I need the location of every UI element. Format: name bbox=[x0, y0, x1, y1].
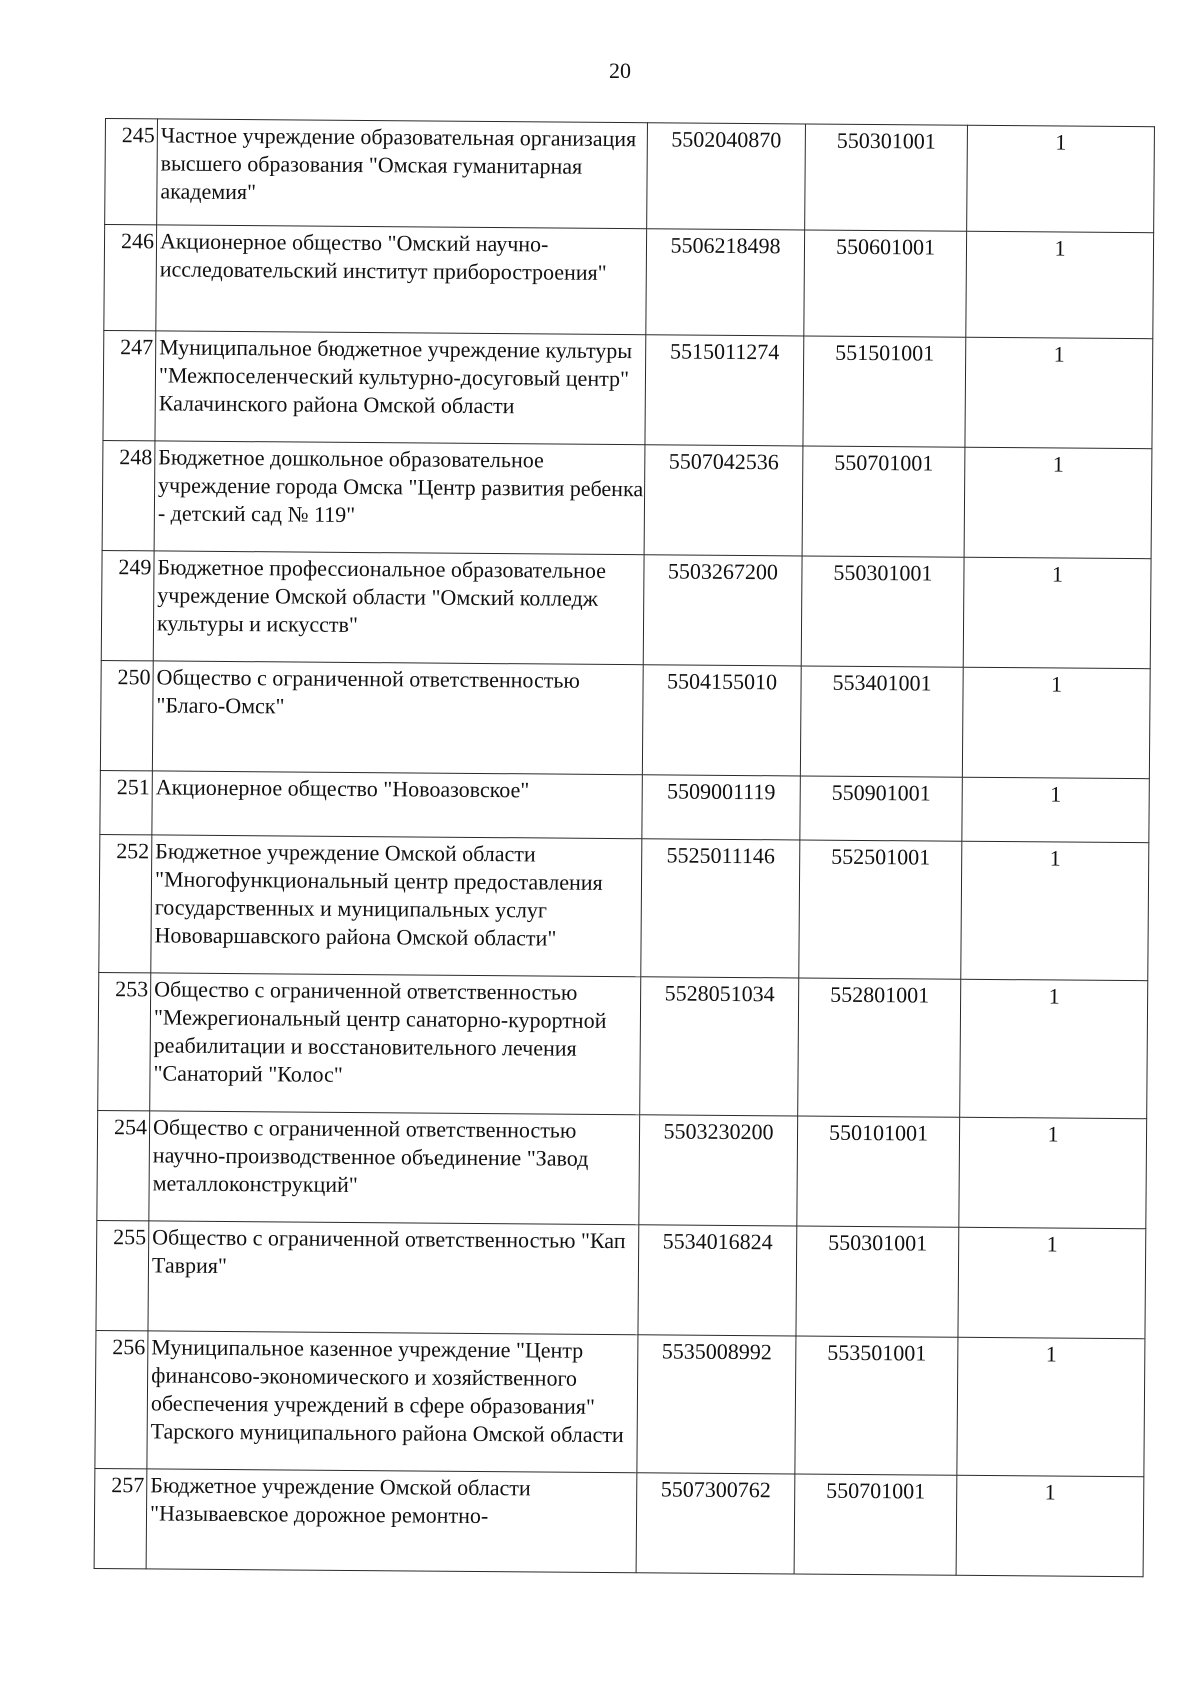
organization-name: Акционерное общество "Омский научно-исследовательский институт приборостроения" bbox=[156, 225, 647, 335]
table-row bbox=[96, 1220, 1146, 1338]
row-number: 251 bbox=[100, 770, 153, 834]
row-number: 250 bbox=[100, 660, 153, 770]
kpp-value: 552801001 bbox=[798, 978, 961, 1117]
row-number: 249 bbox=[101, 550, 154, 660]
organization-name: Частное учреждение образовательная организация высшего образования "Омская гуманитарная академия" bbox=[157, 119, 648, 229]
inn-value: 5515011274 bbox=[645, 335, 804, 446]
quantity-value: 1 bbox=[961, 841, 1149, 980]
row-number: 253 bbox=[98, 972, 151, 1110]
kpp-value: 550301001 bbox=[796, 1226, 959, 1337]
quantity-value: 1 bbox=[962, 777, 1149, 842]
kpp-value: 553501001 bbox=[795, 1336, 958, 1475]
table-row bbox=[97, 1110, 1147, 1228]
organization-name: Бюджетное дошкольное образовательное учреждение города Омска "Центр развития ребенка - детский сад № 119" bbox=[154, 441, 645, 555]
row-number: 246 bbox=[104, 225, 157, 331]
table-row bbox=[104, 225, 1154, 339]
quantity-value: 1 bbox=[966, 231, 1154, 338]
row-number: 252 bbox=[99, 834, 152, 972]
kpp-value: 552501001 bbox=[799, 840, 962, 979]
row-number: 247 bbox=[103, 330, 156, 440]
kpp-value: 551501001 bbox=[803, 336, 966, 447]
table-row bbox=[95, 1330, 1145, 1476]
organization-name: Бюджетное профессиональное образовательное учреждение Омской области "Омский колледж культуры и искусств" bbox=[153, 551, 644, 665]
inn-value: 5507042536 bbox=[644, 445, 803, 556]
inn-value: 5509001119 bbox=[642, 775, 800, 840]
organization-name: Общество с ограниченной ответственностью "Благо-Омск" bbox=[152, 661, 643, 775]
kpp-value: 550901001 bbox=[800, 776, 962, 841]
inn-value: 5534016824 bbox=[638, 1225, 797, 1336]
table-row bbox=[100, 770, 1149, 842]
kpp-value: 550701001 bbox=[794, 1474, 957, 1575]
kpp-value: 550601001 bbox=[804, 230, 967, 337]
table-row bbox=[99, 834, 1149, 980]
table-row bbox=[98, 972, 1148, 1118]
organization-name: Муниципальное бюджетное учреждение культуры "Межпоселенческий культурно-досуговый центр" Калачинского района Омской области bbox=[155, 331, 646, 445]
inn-value: 5504155010 bbox=[642, 665, 801, 776]
quantity-value: 1 bbox=[959, 1117, 1147, 1228]
page-number: 20 bbox=[609, 58, 631, 83]
row-number: 248 bbox=[102, 440, 155, 550]
table-row bbox=[100, 660, 1150, 778]
row-number: 254 bbox=[97, 1110, 150, 1220]
quantity-value: 1 bbox=[963, 557, 1151, 668]
organization-name: Акционерное общество "Новоазовское" bbox=[152, 771, 642, 839]
kpp-value: 550301001 bbox=[805, 124, 968, 231]
table-row bbox=[103, 330, 1153, 448]
inn-value: 5535008992 bbox=[637, 1335, 796, 1474]
kpp-value: 553401001 bbox=[800, 666, 963, 777]
organization-name: Общество с ограниченной ответственностью "Межрегиональный центр санаторно-курортной реабилитации и восстановительного лечения "Санаторий "Колос" bbox=[150, 973, 641, 1115]
quantity-value: 1 bbox=[956, 1475, 1144, 1576]
inn-value: 5503230200 bbox=[639, 1115, 798, 1226]
organizations-table bbox=[94, 118, 1155, 1577]
inn-value: 5503267200 bbox=[643, 555, 802, 666]
organization-name: Бюджетное учреждение Омской области "Многофункциональный центр предоставления государственных и муниципальных услуг Нововаршавского района Омской области" bbox=[151, 835, 642, 977]
organization-name: Муниципальное казенное учреждение "Центр финансово-экономического и хозяйственного обеспечения учреждений в сфере образования" Тарского муниципального района Омской области bbox=[147, 1331, 638, 1473]
organization-name: Бюджетное учреждение Омской области "Называевское дорожное ремонтно- bbox=[146, 1469, 637, 1573]
quantity-value: 1 bbox=[957, 1337, 1145, 1476]
quantity-value: 1 bbox=[958, 1227, 1146, 1338]
inn-value: 5528051034 bbox=[640, 977, 799, 1116]
table-row bbox=[102, 440, 1152, 558]
kpp-value: 550301001 bbox=[801, 556, 964, 667]
quantity-value: 1 bbox=[960, 979, 1148, 1118]
row-number: 257 bbox=[94, 1468, 147, 1568]
table-row bbox=[105, 119, 1155, 233]
quantity-value: 1 bbox=[962, 667, 1150, 778]
kpp-value: 550701001 bbox=[802, 446, 965, 557]
inn-value: 5525011146 bbox=[641, 839, 800, 978]
inn-value: 5507300762 bbox=[636, 1473, 795, 1574]
table-row bbox=[94, 1468, 1144, 1576]
row-number: 256 bbox=[95, 1330, 148, 1468]
inn-value: 5502040870 bbox=[647, 123, 806, 230]
quantity-value: 1 bbox=[965, 337, 1153, 448]
organization-name: Общество с ограниченной ответственностью научно-производственное объединение "Завод металлоконструкций" bbox=[149, 1111, 640, 1225]
table-row bbox=[101, 550, 1151, 668]
organization-name: Общество с ограниченной ответственностью "Кап Таврия" bbox=[148, 1221, 639, 1335]
kpp-value: 550101001 bbox=[797, 1116, 960, 1227]
row-number: 245 bbox=[105, 119, 158, 225]
quantity-value: 1 bbox=[964, 447, 1152, 558]
quantity-value: 1 bbox=[967, 125, 1155, 232]
inn-value: 5506218498 bbox=[646, 229, 805, 336]
row-number: 255 bbox=[96, 1220, 149, 1330]
